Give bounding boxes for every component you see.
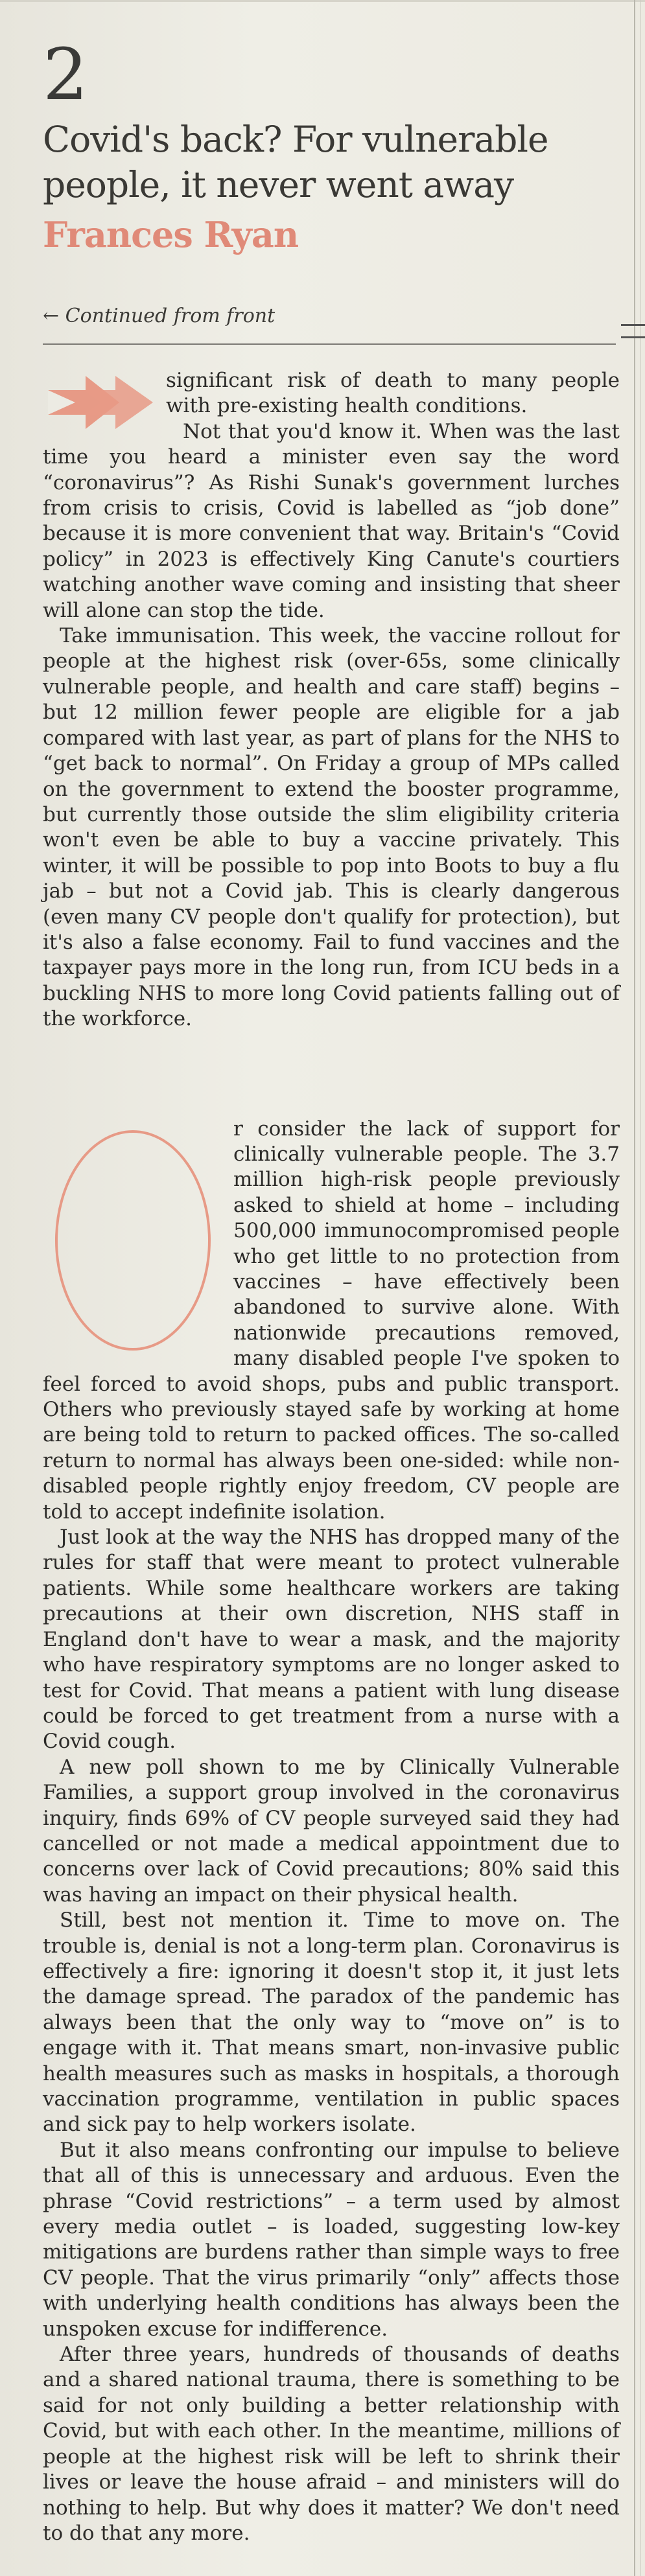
top-rule: [0, 0, 645, 2]
continued-label: ← Continued from front: [43, 305, 276, 327]
paragraph: Still, best not mention it. Time to move on. The trouble is, denial is not a long-term plan. Coronavirus is effectively a fire: ignoring it doesn't stop it, it just lets the damage spread. The paradox of the pandemic has always been that the only way to “move on” is to engage with it. That means smart, non-invasive public health measures such as masks in hospitals, a thorough vaccination programme, ventilation in public spaces and sick pay to help workers isolate.: [43, 1909, 620, 2137]
paragraph: Not that you'd know it. When was the last time you heard a minister even say the word “coronavirus”? As Rishi Sunak's government lurches from crisis to crisis, Covid is labelled as “job done” because it is more convenient that way. Britain's “Covid policy” in 2023 is effectively King Canute's courtiers watching another wave coming and insisting that sheer will alone can stop the tide.: [43, 419, 620, 622]
headline: Covid's back? For vulnerable people, it never went away: [43, 119, 548, 205]
article-body: [43, 368, 620, 2546]
paragraph: A new poll shown to me by Clinically Vulnerable Families, a support group involved in the coronavirus inquiry, finds 69% of CV people surveyed said they had cancelled or not made a medical appointment due to concerns over lack of Covid precautions; 80% said this was having an impact on their physical health.: [43, 1755, 620, 1907]
arrow-icon: [43, 371, 157, 434]
column-rule-secondary: [640, 0, 641, 2576]
article-column: [43, 33, 620, 2566]
paragraph: After three years, hundreds of thousands of deaths and a shared national trauma, there is something to be said for not only building a better relationship with Covid, but with each other. In the meantime, millions of people at the highest risk will be left to shrink their lives or leave the house afraid – and ministers will do nothing to help. But why does it matter? We don't need to do that any more.: [43, 2343, 620, 2545]
paragraph: But it also means confronting our impulse to believe that all of this is unnecessary and arduous. Even the phrase “Covid restrictions” – a term used by almost every media outlet – is loaded, suggesting low-key mitigations are burdens rather than simple ways to free CV people. That the virus primarily “only” affects those with underlying health conditions has always been the unspoken excuse for indifference.: [43, 2138, 620, 2341]
column-rule: [634, 0, 635, 2576]
paragraph: r consider the lack of support for clinically vulnerable people. The 3.7 million high-risk people previously asked to shield at home – including 500,000 immunocompromised people who get little to no protection from vaccines – have effectively been abandoned to survive alone. With nationwide precautions removed, many disabled people I've spoken to feel forced to avoid shops, pubs and public transport. Others who previously stayed safe by working at home are being told to return to packed offices. The so-called return to normal has always been one-sided: while non-disabled people rightly enjoy freedom, CV people are told to accept indefinite isolation.: [43, 1117, 620, 1524]
paragraph: Just look at the way the NHS has dropped many of the rules for staff that were meant to protect vulnerable patients. While some healthcare workers are taking precautions at their own discretion, NHS staff in England don't have to wear a mask, and the majority who have respiratory symptoms are no longer asked to test for Covid. That means a patient with lung disease could be forced to get treatment from a nurse with a Covid cough.: [43, 1526, 620, 1754]
byline: Frances Ryan: [43, 214, 299, 255]
side-double-rule: [621, 324, 645, 338]
section-gap: [43, 1032, 620, 1117]
paragraph: significant risk of death to many people with pre-existing health conditions.: [166, 369, 620, 418]
continued-rule: [43, 343, 616, 345]
article-number: 2: [43, 33, 87, 116]
paragraph: Take immunisation. This week, the vaccine rollout for people at the highest risk (over-65s, some clinically vulnerable people, and health and care staff) begins – but 12 million fewer people are eligible for a jab compared with last year, as part of plans for the NHS to “get back to normal”. On Friday a group of MPs called on the government to extend the booster programme, but currently those outside the slim eligibility criteria won't even be able to buy a vaccine privately. This winter, it will be possible to pop into Boots to buy a flu jab – but not a Covid jab. This is clearly dangerous (even many CV people don't qualify for protection), but it's also a false economy. Fail to fund vaccines and the taxpayer pays more in the long run, from ICU beds in a buckling NHS to more long Covid patients falling out of the workforce.: [43, 624, 620, 1031]
dropcap-o-icon: [43, 1120, 223, 1360]
